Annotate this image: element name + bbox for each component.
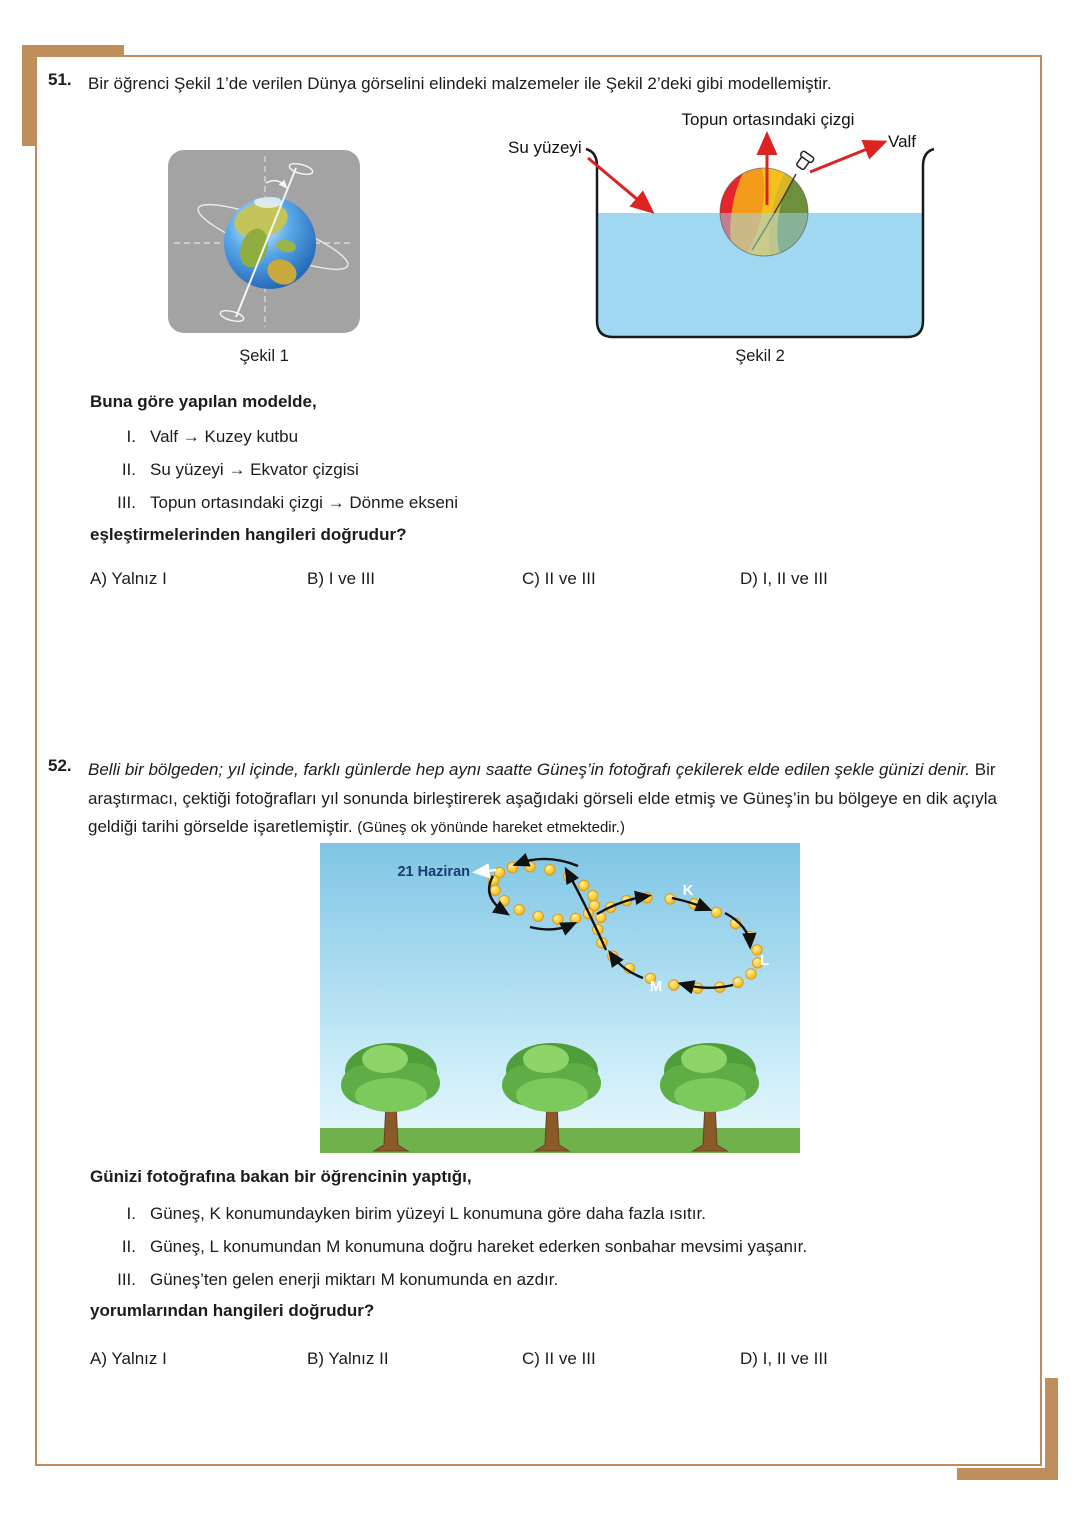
item-numeral: III. bbox=[117, 1270, 136, 1289]
intro-note: (Güneş ok yönünde hareket etmektedir.) bbox=[357, 819, 625, 836]
corner-bracket-bottom-right bbox=[957, 1468, 1058, 1480]
position-l-label: L bbox=[760, 952, 770, 969]
item-text: Topun ortasındaki çizgi → Dönme ekseni bbox=[150, 493, 459, 512]
option-b: B) Yalnız II bbox=[307, 1349, 389, 1368]
question-51-lead: Buna göre yapılan modelde, bbox=[90, 392, 317, 411]
question-51-question: eşleştirmelerinden hangileri doğrudur? bbox=[90, 525, 407, 544]
question-51-intro: Bir öğrenci Şekil 1’de verilen Dünya görselini elindeki malzemeler ile Şekil 2’deki gibi modellemiştir. bbox=[88, 74, 832, 93]
question-52-intro bbox=[88, 756, 1020, 843]
date-label: 21 Haziran bbox=[397, 864, 470, 880]
option-c: C) II ve III bbox=[522, 1349, 596, 1368]
item-numeral: I. bbox=[126, 427, 136, 446]
question-52-lead: Günizi fotoğrafına bakan bir öğrencinin yaptığı, bbox=[90, 1167, 472, 1186]
list-item bbox=[88, 1204, 807, 1224]
analemma-figure bbox=[320, 843, 800, 1153]
corner-bracket-top-left bbox=[22, 45, 124, 57]
option-d: D) I, II ve III bbox=[740, 569, 828, 588]
list-item bbox=[88, 460, 458, 480]
figure2-caption: Şekil 2 bbox=[735, 347, 785, 365]
question-52-number: 52. bbox=[48, 756, 72, 775]
option-d: D) I, II ve III bbox=[740, 1349, 828, 1368]
earth-figure bbox=[168, 150, 360, 335]
option-a: A) Yalnız I bbox=[90, 1349, 167, 1368]
intro-rest: Bir araştırmacı, çektiği fotoğrafları yıl sonunda birleştirerek aşağıdaki görseli elde etmiş ve Güneş’in bu bölgeye en dik açıyla geldiği tarihi görselde işaretlemiştir. bbox=[88, 760, 998, 836]
list-item bbox=[88, 493, 458, 513]
item-text: Valf → Kuzey kutbu bbox=[150, 427, 299, 446]
list-item bbox=[88, 1270, 807, 1290]
question-52-options bbox=[90, 1349, 828, 1369]
option-b: B) I ve III bbox=[307, 569, 376, 588]
list-item bbox=[88, 1237, 807, 1257]
valve bbox=[794, 150, 815, 171]
item-numeral: I. bbox=[126, 1204, 136, 1223]
item-numeral: II. bbox=[121, 460, 136, 479]
option-c: C) II ve III bbox=[522, 569, 596, 588]
question-51-options bbox=[90, 569, 828, 589]
question-52-items bbox=[88, 1204, 807, 1303]
item-text: Güneş, L konumundan M konumuna doğru hareket ederken sonbahar mevsimi yaşanır. bbox=[150, 1237, 808, 1256]
question-52-question: yorumlarından hangileri doğrudur? bbox=[90, 1301, 375, 1320]
position-m-label: M bbox=[649, 978, 663, 995]
item-numeral: II. bbox=[121, 1237, 136, 1256]
corner-bracket-bottom-right bbox=[1045, 1378, 1058, 1480]
intro-italic: Belli bir bölgeden; yıl içinde, farklı günlerde hep aynı saatte Güneş’in fotoğrafı çekilerek elde edilen şekle günizi denir. bbox=[88, 760, 970, 779]
ball-line-label: Topun ortasındaki çizgi bbox=[681, 110, 855, 129]
item-numeral: III. bbox=[117, 493, 136, 512]
corner-bracket-top-left bbox=[22, 45, 35, 146]
item-text: Güneş, K konumundayken birim yüzeyi L konumuna göre daha fazla ısıtır. bbox=[150, 1204, 706, 1223]
item-text: Su yüzeyi → Ekvator çizgisi bbox=[150, 460, 359, 479]
list-item bbox=[88, 427, 458, 447]
valve-label: Valf bbox=[888, 132, 917, 151]
model-figure bbox=[480, 100, 940, 365]
question-51-items bbox=[88, 427, 458, 526]
figure1-caption: Şekil 1 bbox=[239, 347, 289, 365]
option-a: A) Yalnız I bbox=[90, 569, 167, 588]
item-text: Güneş’ten gelen enerji miktarı M konumunda en azdır. bbox=[150, 1270, 559, 1289]
position-k-label: K bbox=[682, 882, 694, 899]
water-surface-label: Su yüzeyi bbox=[508, 138, 582, 157]
question-51-number: 51. bbox=[48, 70, 72, 89]
valve-arrow bbox=[810, 143, 882, 172]
